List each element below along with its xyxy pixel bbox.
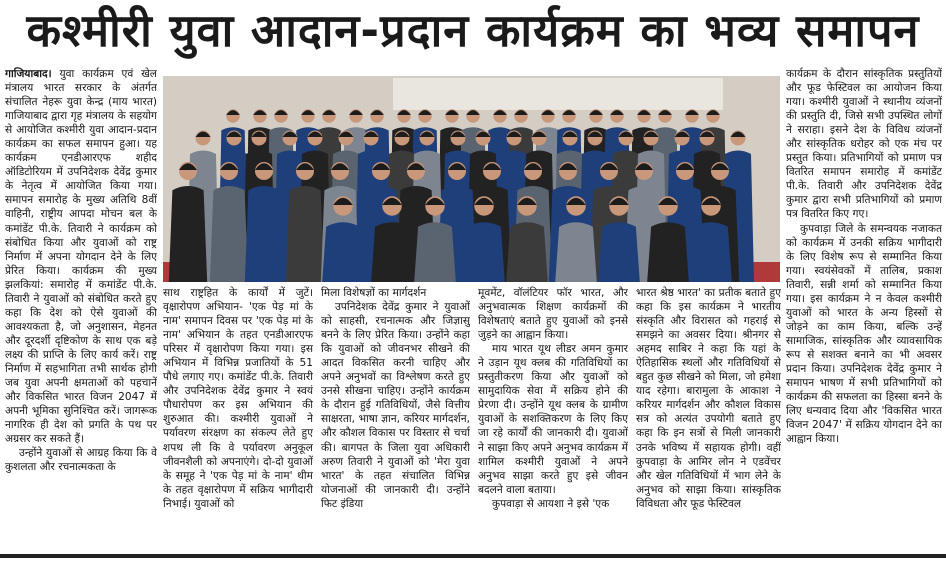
paragraph: उपनिदेशक देवेंद्र कुमार ने युवाओं को साहसी, रचनात्मक और जिज्ञासु बनने के लिए प्रेरित किया। उन्होंने कहा कि युवाओं को जीवनभर सीखने की आदत विकसित करनी चाहिए और अपने अनुभवों का विश्लेषण करते हुए उनसे सीखना चाहिए। उन्होंने कार्यक्रम के दौरान हुई गतिविधियों, जैसे वित्तीय साक्षरता, भाषा ज्ञान, करियर मार्गदर्शन, और कौशल विकास पर विस्तार से चर्चा की। बागपत के जिला युवा अधिकारी अरुण तिवारी ने युवाओं को 'मेरा युवा भारत' के तहत संचालित विभिन्न योजनाओं की जानकारी दी। उन्होंने फिट इंडिया xyxy=(321,301,470,510)
dateline: गाजियाबाद। xyxy=(5,68,52,80)
paragraph: उन्होंने युवाओं से आग्रह किया कि वे कुशलता और रचनात्मकता के xyxy=(5,447,157,474)
group-photo xyxy=(163,76,780,282)
person-body xyxy=(286,186,324,282)
article-column-6 xyxy=(786,67,942,543)
article-column-3 xyxy=(321,286,470,543)
person-body xyxy=(463,222,505,282)
article-column-5 xyxy=(636,286,781,543)
photo-banner xyxy=(393,78,723,110)
person-body xyxy=(169,186,207,282)
paragraph: कार्यक्रम के दौरान सांस्कृतिक प्रस्तुतियों और फूड फेस्टिवल का आयोजन किया गया। कश्मीरी युवाओं ने स्थानीय व्यंजनों की प्रस्तुति दी, जिसे सभी उपस्थित लोगों ने सराहा। इसने देश के विविध व्यंजनों और सांस्कृतिक धरोहर को एक मंच पर प्रस्तुत किया। प्रतिभागियों को प्रमाण पत्र वितरित समापन समारोह में कमांडेंट पी.के. तिवारी और उपनिदेशक देवेंद्र कुमार द्वारा सभी प्रतिभागियों को प्रमाण पत्र वितरित किए गए। xyxy=(786,68,942,221)
person-body xyxy=(690,222,732,282)
person-body xyxy=(555,222,597,282)
paragraph: कुपवाड़ा जिले के समन्वयक नजाकत को कार्यक्रम में उनकी सक्रिय भागीदारी के लिए विशेष रूप से सम्मानित किया गया। स्वयंसेवकों में तालिब, प्रकाश तिवारी, सन्नी शर्मा को सम्मानित किया गया। इस कार्यक्रम ने न केवल कश्मीरी युवाओं को भारत के अन्य हिस्सों से जोड़ने का काम किया, बल्कि उन्हें सामाजिक, सांस्कृतिक और व्यावसायिक रूप से सशक्त बनाने का भी अवसर प्रदान किया। उपनिदेशक देवेंद्र कुमार ने समापन भाषण में सभी प्रतिभागियों को कार्यक्रम की सफलता का हिस्सा बनने के लिए धन्यवाद दिया और 'विकसित भारत विजन 2047' में सक्रिय योगदान देने का आह्वान किया। xyxy=(786,222,942,446)
headline: कश्मीरी युवा आदान-प्रदान कार्यक्रम का भव्य समापन xyxy=(26,4,920,57)
article-column-2 xyxy=(163,286,313,543)
group-photo-illustration xyxy=(163,76,780,282)
person-body xyxy=(322,222,364,282)
paragraph xyxy=(5,67,157,446)
paragraph-text: युवा कार्यक्रम एवं खेल मंत्रालय भारत सरकार के अंतर्गत संचालित नेहरू युवा केन्द्र (माय भारत) गाजियाबाद द्वारा गृह मंत्रालय के सहयोग से आयोजित कश्मीरी युवा आदान-प्रदान कार्यक्रम का सफल समापन हुआ। यह कार्यक्रम एनडीआरएफ शहीद ऑडिटोरियम में उपनिदेशक देवेंद्र कुमार के नेतृत्व में आयोजित किया गया। समापन समारोह के मुख्य अतिथि 8वीं वाहिनी, राष्ट्रीय आपदा मोचन बल के कमांडेंट पी.के. तिवारी ने कार्यक्रम को संबोधित किया और युवाओं को राष्ट्र निर्माण में अपना योगदान देने के लिए प्रेरित किया। कार्यक्रम की मुख्य झलकियां: समारोह में कमांडेंट पी.के. तिवारी ने युवाओं को संबोधित करते हुए कहा कि देश को ऐसे युवाओं की आवश्यकता है, जो अनुशासन, मेहनत और दूरदर्शी दृष्टिकोण के साथ एक बड़े लक्ष्य की प्राप्ति के लिए कार्य करें। राष्ट्र निर्माण में सहभागिता तभी सार्थक होगी जब युवा अपनी क्षमताओं को पहचानें और विकसित भारत विजन 2047 में अपनी भूमिका सुनिश्चित करें। जागरूक नागरिक ही देश को प्रगति के पथ पर अग्रसर कर सकते हैं। xyxy=(5,68,157,446)
paragraph: मिला विशेषज्ञों का मार्गदर्शन xyxy=(321,287,427,299)
article-column-4 xyxy=(478,286,628,543)
paragraph: कुपवाड़ा से आयशा ने इसे 'एक xyxy=(492,497,610,510)
paragraph: साथ राष्ट्रहित के कार्यों में जुटें। वृक्षारोपण अभियान- 'एक पेड़ मां के नाम' समापन दिवस पर 'एक पेड़ मां के नाम' अभियान के तहत एनडीआरएफ परिसर में वृक्षारोपण किया गया। इस अभियान में विभिन्न प्रजातियों के 51 पौधे लगाए गए। कमांडेंट पी.के. तिवारी और उपनिदेशक देवेंद्र कुमार ने स्वयं पौधारोपण कर इस अभियान की शुरुआत की। कश्मीरी युवाओं ने पर्यावरण संरक्षण का संकल्प लेते हुए शपथ ली कि वे पर्यावरण अनुकूल जीवनशैली को अपनाएंगे। दो-दो युवाओं के समूह ने 'एक पेड़ मां के नाम' थीम के तहत वृक्षारोपण में सक्रिय भागीदारी निभाई। युवाओं को xyxy=(163,287,313,510)
person-body xyxy=(210,186,248,282)
person-body xyxy=(371,222,413,282)
article-column-1 xyxy=(5,67,157,543)
paragraph: माय भारत यूथ लीडर अमन कुमार ने उड़ान यूथ क्लब की गतिविधियों का प्रस्तुतीकरण किया और युवाओं को सामुदायिक सेवा में सक्रिय होने की प्रेरणा दी। उन्होंने यूथ क्लब के ग्रामीण युवाओं के सशक्तिकरण के लिए किए जा रहे कार्यों की जानकारी दी। युवाओं ने साझा किए अपने अनुभव कार्यक्रम में शामिल कश्मीरी युवाओं ने अपने अनुभव साझा करते हुए इसे जीवन बदलने वाला बताया। xyxy=(478,343,628,496)
person-body xyxy=(598,222,640,282)
paragraph: भारत श्रेष्ठ भारत' का प्रतीक बताते हुए कहा कि इस कार्यक्रम ने भारतीय संस्कृति और विरासत को गहराई से समझने का अवसर दिया। श्रीनगर से अहमद साबिर ने कहा कि यहां के ऐतिहासिक स्थलों और गतिविधियों से बहुत कुछ सीखने को मिला, जो हमेशा याद रहेगा। बारामुला के आकाश ने करियर मार्गदर्शन और कौशल विकास सत्र को अत्यंत उपयोगी बताते हुए कहा कि इन सत्रों से मिली जानकारी उनके भविष्य में सहायक होगी। वहीं कुपवाड़ा के आमिर लोन ने एडवेंचर और खेल गतिविधियों में भाग लेने के अनुभव को साझा किया। सांस्कृतिक विविधता और फूड फेस्टिवल xyxy=(636,287,781,510)
paragraph: मूवमेंट, वॉलंटियर फॉर भारत, और अनुभवात्मक शिक्षण कार्यक्रमों की विशेषताएं बताते हुए युवाओं को इनसे जुड़ने का आह्वान किया। xyxy=(478,287,628,342)
person-body xyxy=(414,222,456,282)
person-body xyxy=(647,222,689,282)
bottom-rule xyxy=(0,554,946,558)
person-body xyxy=(506,222,548,282)
person-body xyxy=(245,186,283,282)
